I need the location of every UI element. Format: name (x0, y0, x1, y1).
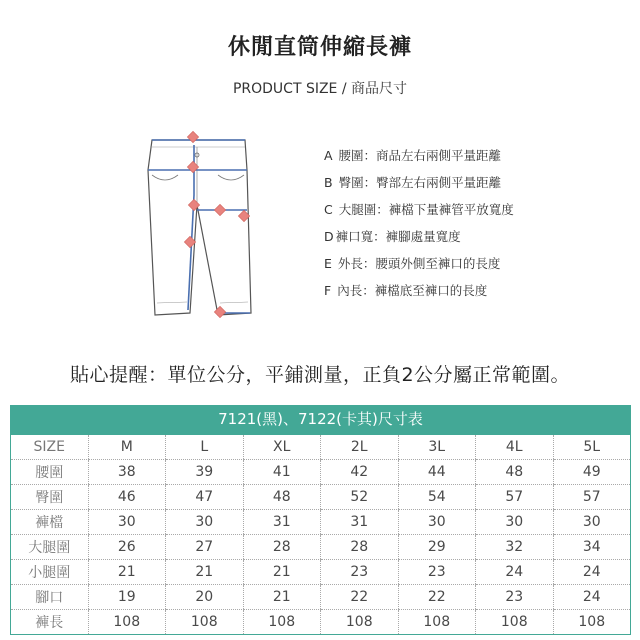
table-cell: 30 (553, 510, 631, 535)
table-cell: 48 (476, 460, 554, 485)
table-cell: 44 (398, 460, 476, 485)
table-cell: 20 (166, 585, 244, 610)
page-subtitle: PRODUCT SIZE / 商品尺寸 (232, 81, 408, 97)
table-row (11, 560, 631, 585)
table-cell: 30 (398, 510, 476, 535)
table-cell: 108 (398, 610, 476, 635)
size-column-header: XL (243, 435, 321, 460)
table-cell: 108 (243, 610, 321, 635)
table-cell: 31 (321, 510, 399, 535)
table-cell: 21 (166, 560, 244, 585)
table-row (11, 610, 631, 635)
table-cell: 108 (553, 610, 631, 635)
table-row (11, 535, 631, 560)
table-cell: 23 (476, 585, 554, 610)
row-label: 褲長 (11, 610, 89, 635)
table-cell: 27 (166, 535, 244, 560)
size-header-label: SIZE (11, 435, 89, 460)
size-column-header: 4L (476, 435, 554, 460)
table-cell: 21 (243, 560, 321, 585)
legend-item: B 臀圍：臀部左右兩側平量距離 (324, 175, 502, 190)
table-cell: 34 (553, 535, 631, 560)
table-cell: 24 (476, 560, 554, 585)
legend-item: A 腰圍：商品左右兩側平量距離 (324, 148, 502, 163)
table-cell: 30 (476, 510, 554, 535)
table-row (11, 485, 631, 510)
size-column-header: 5L (553, 435, 631, 460)
table-cell: 28 (321, 535, 399, 560)
table-cell: 26 (88, 535, 166, 560)
table-cell: 31 (243, 510, 321, 535)
table-cell: 21 (88, 560, 166, 585)
page-title: 休閒直筒伸縮長褲 (227, 35, 412, 60)
row-label: 腳口 (11, 585, 89, 610)
size-column-header: L (166, 435, 244, 460)
table-cell: 21 (243, 585, 321, 610)
table-cell: 41 (243, 460, 321, 485)
table-cell: 49 (553, 460, 631, 485)
table-caption: 7121(黑)、7122(卡其)尺寸表 (10, 405, 631, 434)
table-cell: 22 (398, 585, 476, 610)
row-label: 腰圍 (11, 460, 89, 485)
table-cell: 108 (476, 610, 554, 635)
pants-diagram (130, 125, 265, 325)
table-cell: 48 (243, 485, 321, 510)
size-column-header: 2L (321, 435, 399, 460)
legend-item: F 內長：褲檔底至褲口的長度 (324, 283, 488, 298)
table-cell: 22 (321, 585, 399, 610)
pants-measurement-diagram-icon (130, 125, 265, 325)
table-row (11, 460, 631, 485)
row-label: 大腿圍 (11, 535, 89, 560)
table-cell: 54 (398, 485, 476, 510)
table-cell: 52 (321, 485, 399, 510)
table-cell: 42 (321, 460, 399, 485)
measurement-reminder: 貼心提醒：單位公分，平鋪測量，正負2公分屬正常範圍。 (69, 364, 571, 386)
table-cell: 23 (321, 560, 399, 585)
legend-item: C 大腿圍：褲檔下量褲管平放寬度 (324, 202, 514, 217)
size-column-header: M (88, 435, 166, 460)
table-cell: 38 (88, 460, 166, 485)
table-cell: 57 (553, 485, 631, 510)
table-cell: 57 (476, 485, 554, 510)
table-cell: 28 (243, 535, 321, 560)
table-cell: 29 (398, 535, 476, 560)
table-cell: 30 (166, 510, 244, 535)
table-row (11, 510, 631, 535)
table-header-row (11, 435, 631, 460)
table-cell: 19 (88, 585, 166, 610)
table-cell: 30 (88, 510, 166, 535)
row-label: 褲檔 (11, 510, 89, 535)
table-cell: 108 (166, 610, 244, 635)
table-cell: 23 (398, 560, 476, 585)
measurement-legend (324, 142, 514, 304)
table-cell: 24 (553, 585, 631, 610)
legend-item: D 褲口寬：褲腳處量寬度 (324, 229, 461, 244)
row-label: 小腿圍 (11, 560, 89, 585)
row-label: 臀圍 (11, 485, 89, 510)
table-cell: 108 (321, 610, 399, 635)
size-table (10, 405, 631, 635)
table-cell: 46 (88, 485, 166, 510)
table-cell: 108 (88, 610, 166, 635)
table-cell: 39 (166, 460, 244, 485)
table-cell: 32 (476, 535, 554, 560)
size-column-header: 3L (398, 435, 476, 460)
table-cell: 24 (553, 560, 631, 585)
table-row (11, 585, 631, 610)
table-cell: 47 (166, 485, 244, 510)
legend-item: E 外長：腰頭外側至褲口的長度 (324, 256, 501, 271)
